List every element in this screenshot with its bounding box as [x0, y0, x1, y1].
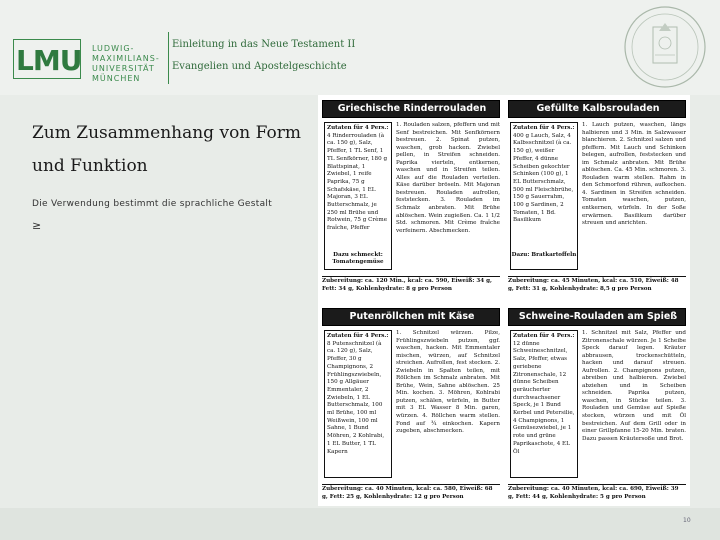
recipe-title: Gefüllte Kalbsrouladen [536, 103, 660, 114]
course-title: Einleitung in das Neue Testament II [172, 39, 356, 50]
recipe-footer: Zubereitung: ca. 40 Minuten, kcal: ca. 690, Eiweiß: 39 g, Fett: 44 g, Kohlenhydrate: 5 g pro Person [508, 484, 686, 501]
recipe-scan [318, 95, 690, 506]
ingredients-text: 12 dünne Schweineschnitzel, Salz, Pfeffer, etwas geriebene Zitronenschale, 12 dünne Scheiben geräucherter durchwachsener Speck, je 1 Bund Kerbel und Petersilie, 4 Champignons, 1 Gemüsezwiebel, je 1 rote und grüne Paprikaschote, 4 EL Öl [513, 340, 575, 455]
recipe-footer: Zubereitung: ca. 120 Min., kcal: ca. 590, Eiweiß: 34 g, Fett: 34 g, Kohlenhydrate: 8 g pro Person [322, 276, 500, 293]
university-line: UNIVERSITÄT [92, 64, 155, 73]
recipe-card [508, 308, 686, 504]
recipe-ingredients [324, 122, 392, 270]
ingredients-text: 400 g Lauch, Salz, 4 Kalbsschnitzel (à ca. 150 g), weißer Pfeffer, 4 dünne Scheiben gekochter Schinken (100 g), 1 EL Butterschmalz, 500 ml Fleischbrühe, 150 g Sauerrahm, 100 g Sardinen, 2 Tomaten, 1 Bd. Basilikum [513, 132, 574, 224]
ingredients-heading: Zutaten für 4 Pers.: [513, 125, 575, 131]
recipe-ingredients [510, 122, 578, 270]
slide-title: Zum Zusammenhang von Form und Funktion [32, 123, 302, 176]
university-line: MAXIMILIANS- [92, 54, 160, 63]
ingredients-heading: Zutaten für 4 Pers.: [513, 333, 575, 339]
ingredients-heading: Zutaten für 4 Pers.: [327, 125, 389, 131]
lmu-logo: LMU [16, 44, 82, 77]
page-number: 10 [683, 517, 691, 524]
recipe-tip: Dazu: Bratkartoffeln [511, 252, 577, 258]
university-line: LUDWIG- [92, 44, 135, 53]
recipe-title: Schweine-Rouladen am Spieß [518, 311, 678, 322]
university-seal-icon [615, 5, 715, 90]
recipe-method: 1. Schnitzel mit Salz, Pfeffer und Zitronenschale würzen. Je 1 Scheibe Speck darauf legen. Kräuter abbrausen, trockenschütteln, hacken und darauf streuen. Aufrollen. 2. Champignons putzen, abreiben und halbieren. Zwiebel abziehen und in Scheiben schneiden. Paprika putzen, waschen, in Stücke teilen. 3. Rouladen und Gemüse auf Spieße stecken, würzen und mit Öl bestreichen. Auf dem Grill oder in einer Grillpfanne 15-20 Min. braten. Dazu passen Kräutersoße und Brot. [582, 330, 686, 442]
university-line: MÜNCHEN [92, 74, 141, 83]
recipe-footer: Zubereitung: ca. 45 Minuten, kcal: ca. 510, Eiweiß: 48 g, Fett: 31 g, Kohlenhydrate: 8,5 g pro Person [508, 276, 686, 293]
slide-subtitle: Die Verwendung bestimmt die sprachliche Gestalt [32, 199, 273, 209]
recipe-title: Griechische Rinderrouladen [337, 103, 487, 114]
bullet-arrow: ≥ [32, 219, 42, 232]
recipe-ingredients [510, 330, 578, 478]
recipe-card [508, 100, 686, 296]
recipe-ingredients [324, 330, 392, 478]
recipe-title: Putenröllchen mit Käse [349, 311, 475, 322]
recipe-title-bar [508, 308, 686, 326]
recipe-method: 1. Lauch putzen, waschen, längs halbieren und 3 Min. in Salzwasser blanchieren. 2. Schnitzel salzen und pfeffern. Mit Lauch und Schinken belegen, aufrollen, feststecken und im Schmalz anbraten. Mit Brühe ablöschen. Ca. 45 Min. schmoren. 3. Rouladen warm stellen. Rahm in den Schmorfond rühren, aufkochen. 4. Sardinen in Streifen schneiden. Tomaten waschen, putzen, entkernen, würfeln. In der Soße erwärmen. Basilikum darüber streuen und anrichten. [582, 122, 686, 227]
recipe-title-bar [322, 308, 500, 326]
ingredients-heading: Zutaten für 4 Pers.: [327, 333, 389, 339]
header-divider [168, 32, 169, 84]
recipe-tip: Dazu schmeckt: Tomatengemüse [332, 252, 384, 265]
slide-footer [0, 508, 720, 540]
recipe-method: 1. Schnitzel würzen. Pilze, Frühlingszwiebeln putzen, ggf. waschen, hacken. Mit Emmentaler mischen, würzen, auf Schnitzel streichen. Aufrollen, fest stecken. 2. Zwiebeln in Spalten teilen, mit Röllchen im Schmalz anbraten. Mit Brühe, Wein, Sahne ablöschen. 25 Min. kochen. 3. Möhren, Kohlrabi putzen, schälen, würfeln, in Butter mit 3 EL Wasser 8 Min. garen, würzen. 4. Röllchen warm stellen. Fond auf ¾ einkochen. Kapern zugeben, abschmecken. [396, 330, 500, 435]
recipe-card [322, 100, 500, 296]
course-subtitle: Evangelien und Apostelgeschichte [172, 61, 347, 72]
university-name [92, 44, 160, 84]
ingredients-text: 4 Rinderrouladen (à ca. 150 g), Salz, Pfeffer, 1 TL Senf, 1 TL Senfkörner, 180 g Blattspinat, 1 Zwiebel, 1 reife Paprika, 75 g Schafskäse, 1 EL Majoran, 3 EL Butterschmalz, je 250 ml Brühe und Rotwein, 75 g Crème fraîche, Pfeffer [327, 132, 388, 232]
recipe-card [322, 308, 500, 504]
ingredients-text: 8 Putenschnitzel (à ca. 120 g), Salz, Pfeffer, 30 g Champignons, 2 Frühlingszwiebeln, 150 g Allgäuer Emmentaler, 2 Zwiebeln, 1 EL Butterschmalz, 100 ml Brühe, 100 ml Weißwein, 100 ml Sahne, 1 Bund Möhren, 2 Kohlrabi, 1 EL Butter, 1 TL Kapern [327, 340, 385, 455]
recipe-title-bar [322, 100, 500, 118]
recipe-method: 1. Rouladen salzen, pfeffern und mit Senf bestreichen. Mit Senfkörnern bestreuen. 2. Spinat putzen, waschen, grob hacken. Zwiebel pellen, in Streifen schneiden. Paprika vierteln, entkernen, waschen und in Streifen teilen. Alles auf die Rouladen verteilen. Käse darüber bröseln. Mit Majoran bestreuen. Rouladen aufrollen, feststecken. 3. Rouladen im Schmalz anbraten. Mit Brühe ablöschen. Wein zugießen. Ca. 1 1/2 Std. schmoren. Mit Crème fraîche verfeinern. Abschmecken. [396, 122, 500, 234]
recipe-footer: Zubereitung: ca. 40 Minuten, kcal: ca. 580, Eiweiß: 68 g, Fett: 25 g, Kohlenhydrate: 12 g pro Person [322, 484, 500, 501]
recipe-title-bar [508, 100, 686, 118]
